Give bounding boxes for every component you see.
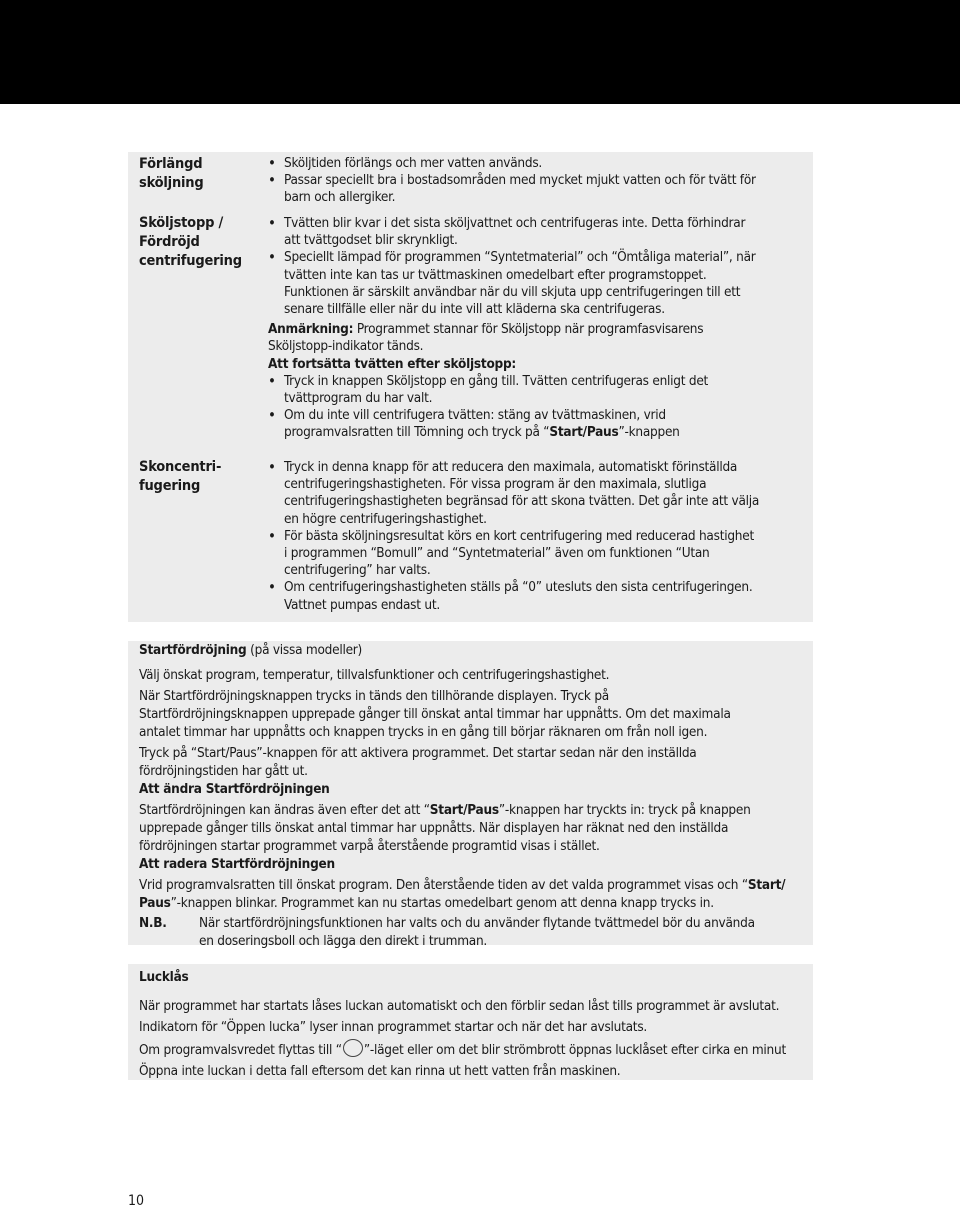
start-delay-section <box>128 641 813 949</box>
text-line: barn och allergiker. <box>284 189 396 206</box>
text-line: Om programvalsvredet flyttas till “ ”-läget eller om det blir strömbrott öppnas lucklåset efter cirka en minut <box>139 1039 802 1059</box>
bullet: • Passar speciellt bra i bostadsområden med mycket mjukt vatten och för tvätt för <box>268 172 808 189</box>
text-line: fördröjningen startar programmet varpå återstående programtid visas i stället. <box>139 838 600 854</box>
text-line: en doseringsboll och lägga den direkt i trumman. <box>199 933 488 949</box>
extended-rinse-description <box>268 155 808 207</box>
text-line: Öppna inte luckan i detta fall eftersom det kan rinna ut hett vatten från maskinen. <box>139 1063 621 1079</box>
text-line: senare tillfälle eller när du inte vill att kläderna ska centrifugeras. <box>284 301 665 318</box>
text-line: upprepade gånger tills önskat antal timmar har uppnåtts. När displayen har räknat ned den inställda <box>139 820 729 836</box>
text-line: Sköljstopp-indikator tänds. <box>268 338 424 355</box>
text-line: När Startfördröjningsknappen trycks in tänds den tillhörande displayen. Tryck på <box>139 688 609 704</box>
text-line: centrifugeringshastigheten begränsad för att skona tvätten. Det går inte att välja <box>284 493 760 510</box>
note-text: Programmet stannar för Sköljstopp när programfasvisarens <box>353 321 704 338</box>
text-line: Tryck på “Start/Paus”-knappen för att aktivera programmet. Det startar sedan när den inställda <box>139 745 697 761</box>
bullet: • Speciellt lämpad för programmen “Syntetmaterial” och “Ömtåliga material”, när <box>268 249 808 266</box>
nb-note <box>139 914 802 950</box>
text-line: Vrid programvalsratten till önskat program. Den återstående tiden av det valda programmet visas och “Start/ <box>139 877 786 893</box>
text-line: en högre centrifugeringshastighet. <box>284 510 487 527</box>
continue-heading: Att fortsätta tvätten efter sköljstopp: <box>268 355 517 372</box>
nb-label: N.B. <box>139 915 167 931</box>
text-line: programvalsratten till Tömning och tryck på “Start/Paus”-knappen <box>284 424 680 441</box>
bullet: • Tryck in denna knapp för att reducera den maximala, automatiskt förinställda <box>268 459 808 476</box>
note-label: Anmärkning: <box>268 321 354 338</box>
text-line: Indikatorn för “Öppen lucka” lyser innan programmet startar och när det har avslutats. <box>139 1019 647 1035</box>
text-line: centrifugeringshastigheten. För vissa program är den maximala, slutliga <box>284 476 707 493</box>
text-line: När programmet har startats låses luckan automatiskt och den förblir sedan låst tills programmet är avslutat. <box>139 998 780 1014</box>
term-extended-rinse: Förlängd sköljning <box>139 156 204 191</box>
bullet: • För bästa sköljningsresultat körs en kort centrifugering med reducerad hastighet <box>268 528 808 545</box>
text-line: tvätten inte kan tas ur tvättmaskinen omedelbart efter programstoppet. <box>284 266 707 283</box>
rinse-hold-description <box>268 215 808 442</box>
text-line: centrifugering” har valts. <box>284 562 431 579</box>
text-line: Paus”-knappen blinkar. Programmet kan nu startas omedelbart genom att denna knapp trycks in. <box>139 895 714 911</box>
text-line: antalet timmar har uppnåtts och knappen trycks in en gång till börjar räknaren om från noll igen. <box>139 724 708 740</box>
off-position-circle-icon <box>343 1039 363 1057</box>
bullet: • Om centrifugeringshastigheten ställs på “0” utesluts den sista centrifugeringen. <box>268 579 808 596</box>
text-line: Funktionen är särskilt användbar när du vill skjuta upp centrifugeringen till ett <box>284 283 741 300</box>
gentle-spin-description <box>268 459 808 614</box>
page-number: 10 <box>128 1193 145 1209</box>
door-lock-title: Lucklås <box>139 969 189 985</box>
bullet: • Om du inte vill centrifugera tvätten: stäng av tvättmaskinen, vrid <box>268 407 808 424</box>
text-line: Startfördröjningsknappen upprepade gånger till önskat antal timmar har uppnåtts. Om det maximala <box>139 706 731 722</box>
note-line <box>268 321 808 338</box>
term-gentle-spin: Skoncentri- fugering <box>139 459 222 494</box>
text-line: Vattnet pumpas endast ut. <box>284 596 440 613</box>
bullet: • Sköljtiden förlängs och mer vatten används. <box>268 155 808 172</box>
text-line: När startfördröjningsfunktionen har valts och du använder flytande tvättmedel bör du använda <box>199 915 755 931</box>
term-rinse-hold: Sköljstopp / Fördröjd centrifugering <box>139 215 242 269</box>
start-delay-title: Startfördröjning (på vissa modeller) <box>139 642 363 658</box>
text-line: tvättprogram du har valt. <box>284 390 433 407</box>
text-line: Startfördröjningen kan ändras även efter det att “Start/Paus”-knappen har tryckts in: tryck på knappen <box>139 802 751 818</box>
text-line: i programmen “Bomull” and “Syntetmaterial” även om funktionen “Utan <box>284 545 710 562</box>
door-lock-section <box>128 964 813 1080</box>
text-line: fördröjningstiden har gått ut. <box>139 763 308 779</box>
text-line: att tvättgodset blir skrynkligt. <box>284 232 458 249</box>
text-line: Välj önskat program, temperatur, tillvalsfunktioner och centrifugeringshastighet. <box>139 667 610 683</box>
change-delay-heading: Att ändra Startfördröjningen <box>139 781 330 797</box>
bullet: • Tryck in knappen Sköljstopp en gång till. Tvätten centrifugeras enligt det <box>268 373 808 390</box>
cancel-delay-heading: Att radera Startfördröjningen <box>139 856 335 872</box>
bullet: • Tvätten blir kvar i det sista sköljvattnet och centrifugeras inte. Detta förhindrar <box>268 215 808 232</box>
top-black-bar <box>0 0 960 104</box>
